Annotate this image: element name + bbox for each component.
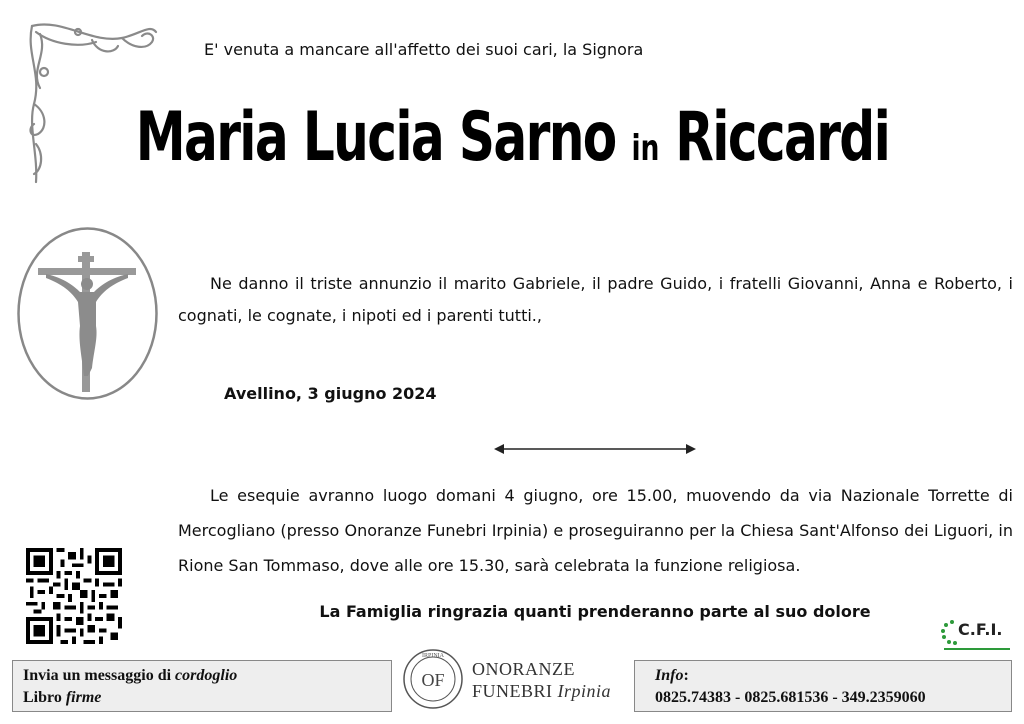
funeral-text-1: Le esequie avranno luogo domani 4 giugno, ore [210,486,627,505]
cfi-logo-text: C.F.I. [958,620,1003,639]
funeral-time-2: 15.30 [458,556,505,575]
thanks-text: La Famiglia ringrazia quanti prenderanno parte al suo dolore [319,602,871,621]
seal-monogram: OF [421,670,445,690]
condolence-italic: cordoglio [175,667,238,684]
name-conjunction: in [631,128,660,169]
funeral-home-line2 [472,680,611,702]
guestbook-prefix: Libro [23,689,66,706]
guestbook-link[interactable] [23,687,381,709]
announcement-paragraph: Ne danno il triste annunzio il marito Gabriele, il padre Guido, i fratelli Giovanni, Anna e Roberto, i cognati, le cognate, i nipoti ed i parenti tutti., [178,274,1013,325]
intro-text: E' venuta a mancare all'affetto dei suoi cari, la Signora [204,40,644,59]
info-box: Info: 0825.74383 - 0825.681536 - 349.2359060 [634,660,1012,712]
info-label: Info [655,667,684,684]
place-date: Avellino, 3 giugno 2024 [224,384,437,403]
funeral-text-2: , muovendo da via Nazionale Torrette di Mercogliano (presso Onoranze Funebri Irpinia) e proseguiranno per la Chiesa Sant'Alfonso dei Liguori, in Rione San Tommaso, dove alle ore [178,486,1013,575]
seal-text: IRPINIA [422,653,444,659]
info-phones[interactable]: 0825.74383 - 0825.681536 - 349.2359060 [655,689,926,706]
funeral-home-line2-prefix: FUNEBRI [472,681,558,701]
deceased-maiden-name: Maria Lucia Sarno [135,98,616,177]
qr-code-icon[interactable] [26,548,122,644]
cfi-logo [940,618,1014,652]
condolence-box[interactable] [12,660,392,712]
double-arrow-icon [494,442,696,456]
funeral-home-line1: ONORANZE [472,659,575,679]
condolence-prefix: Invia un messaggio di [23,667,176,684]
condolence-link[interactable] [23,665,381,687]
guestbook-italic: firme [65,689,102,706]
deceased-married-name: Riccardi [674,98,889,177]
funeral-home-name [472,658,611,702]
deceased-name-text [135,98,888,177]
funeral-paragraph [178,478,1013,583]
funeral-home-line2-italic: Irpinia [557,681,612,701]
funeral-text-3: , sarà celebrata la funzione religiosa. [504,556,801,575]
crucifix-icon [16,226,159,401]
deceased-name [0,98,1024,208]
funeral-home-seal-icon [402,648,464,710]
funeral-time-1: 15.00 [626,486,673,505]
